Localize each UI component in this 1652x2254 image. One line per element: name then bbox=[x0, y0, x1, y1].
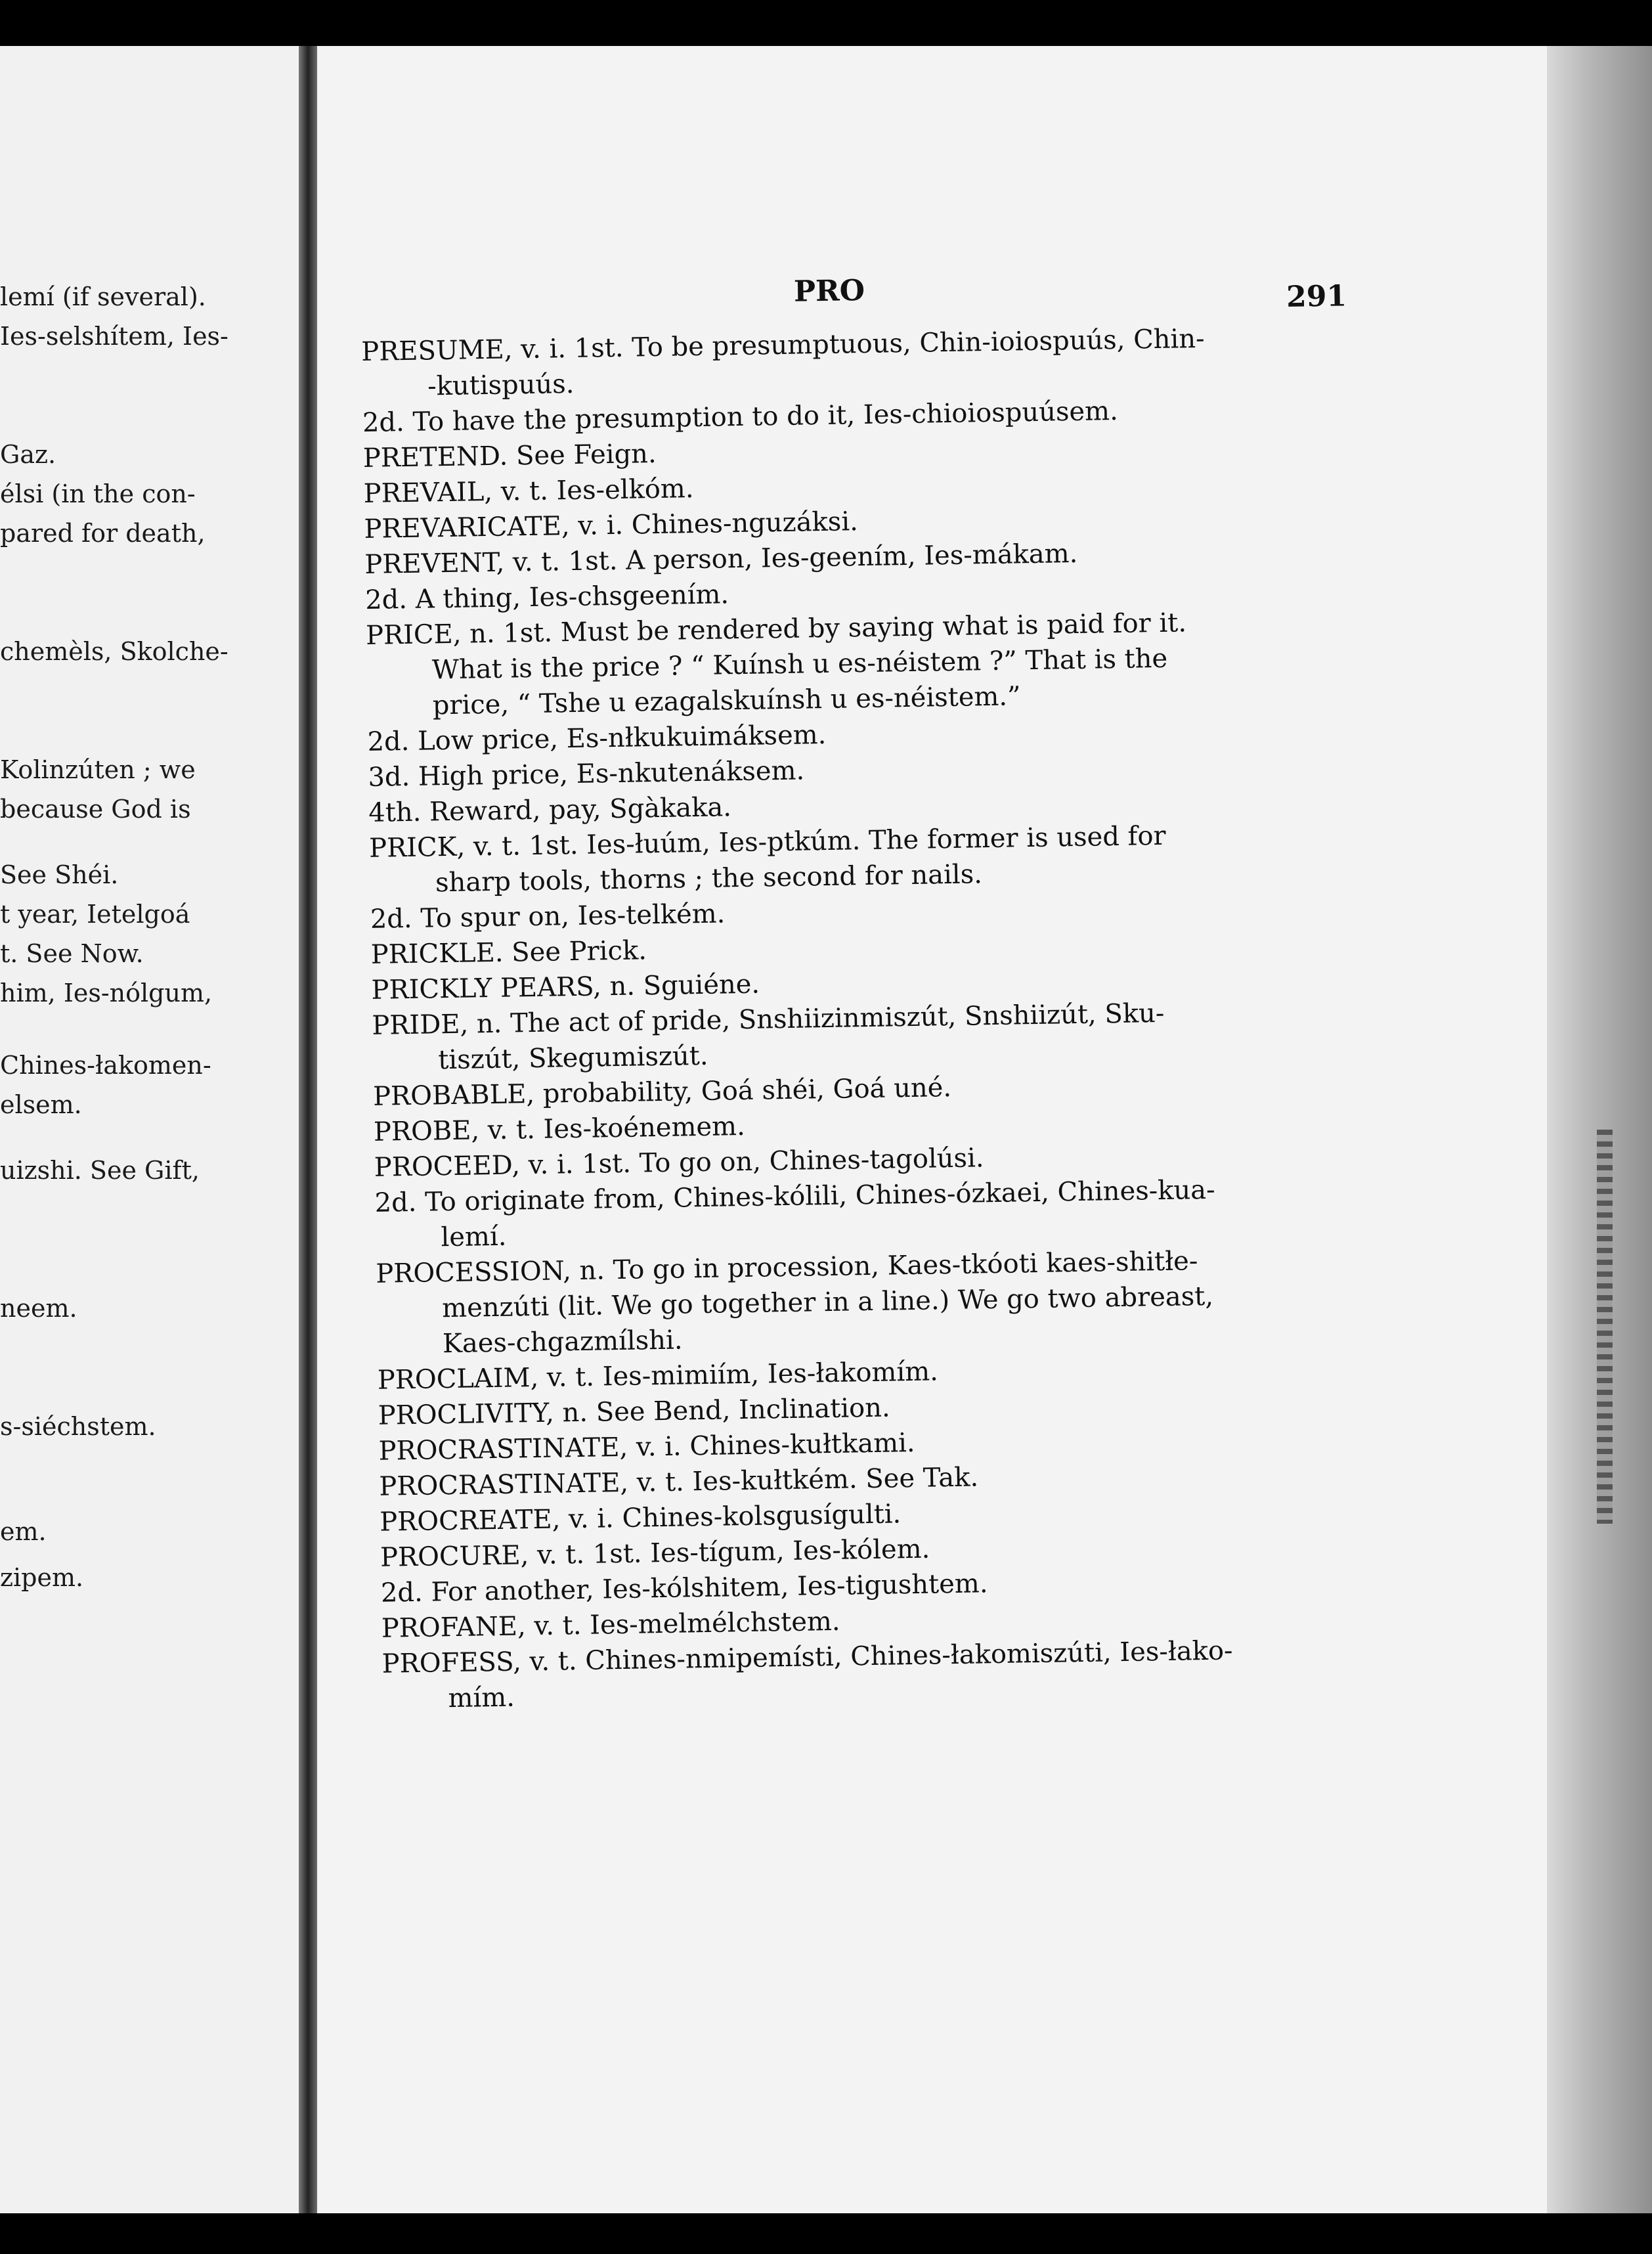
entry-line: PRESUME, v. i. 1st. To be presumptuous, Chin-ioiospuús, Chin- bbox=[360, 323, 1205, 367]
page-edge-texture bbox=[1597, 1130, 1613, 1524]
entry-line: PROCRASTINATE, v. i. Chines-kułtkami. bbox=[378, 1427, 915, 1467]
left-page-text-line: Chines-łakomen- bbox=[0, 1051, 211, 1080]
entry-line: PROCURE, v. t. 1st. Ies-tígum, Ies-kólem. bbox=[380, 1534, 930, 1573]
entry-line: PREVAIL, v. t. Ies-elkóm. bbox=[363, 474, 694, 509]
entry-line: Kaes-chgazmílshi. bbox=[442, 1325, 683, 1359]
left-page-text-line: him, Ies-nólgum, bbox=[0, 979, 213, 1007]
entry-line: PROBE, v. t. Ies-koénemem. bbox=[373, 1111, 746, 1147]
entry-line: PROCLAIM, v. t. Ies-mimiím, Ies-łakomím. bbox=[377, 1356, 939, 1396]
entry-line: mím. bbox=[448, 1682, 515, 1714]
entry-line: PROBABLE, probability, Goá shéi, Goá uné. bbox=[372, 1072, 952, 1112]
left-page-text-line: See Shéi. bbox=[0, 860, 119, 889]
left-page-text-line: chemèls, Skolche- bbox=[0, 637, 228, 666]
entry-line: lemí. bbox=[441, 1221, 507, 1253]
entry-line: PROCEED, v. i. 1st. To go on, Chines-tagolúsi. bbox=[374, 1143, 984, 1183]
entry-line: -kutispuús. bbox=[427, 368, 575, 402]
left-page-text-line: Kolinzúten ; we bbox=[0, 755, 196, 784]
entry-line: tiszút, Skegumiszút. bbox=[437, 1040, 708, 1076]
entry-line: PROCRASTINATE, v. t. Ies-kułtkém. See Tak. bbox=[379, 1462, 979, 1502]
entry-line: 2d. Low price, Es-nłkukuimáksem. bbox=[367, 719, 827, 757]
book-gutter bbox=[299, 46, 317, 2213]
entry-line: PROCLIVITY, n. See Bend, Inclination. bbox=[378, 1392, 890, 1431]
left-page-text-line: lemí (if several). bbox=[0, 282, 206, 311]
left-page-text-line: élsi (in the con- bbox=[0, 479, 196, 508]
right-page bbox=[317, 46, 1652, 2213]
entry-line: price, “ Tshe u ezagalskuínsh u es-néistem.” bbox=[432, 681, 1021, 721]
entry-line: PROFANE, v. t. Ies-melmélchstem. bbox=[381, 1606, 840, 1644]
entry-line: 3d. High price, Es-nkutenáksem. bbox=[368, 755, 805, 793]
entry-line: menzúti (lit. We go together in a line.) We go two abreast, bbox=[441, 1281, 1214, 1324]
left-page-text-line: pared for death, bbox=[0, 519, 206, 548]
entry-line: PRETEND. See Feign. bbox=[362, 438, 657, 474]
entry-line: 2d. To have the presumption to do it, Ies-chioiospuúsem. bbox=[362, 395, 1119, 438]
entry-line: PRICKLE. See Prick. bbox=[370, 935, 647, 970]
dictionary-entry bbox=[376, 1241, 1322, 1363]
left-page-text-line: Ies-selshítem, Ies- bbox=[0, 322, 228, 351]
entry-line: sharp tools, thorns ; the second for nails. bbox=[435, 859, 983, 898]
left-page-text-line: uizshi. See Gift, bbox=[0, 1156, 200, 1185]
page-number: 291 bbox=[1286, 279, 1347, 314]
left-page-text-line: neem. bbox=[0, 1294, 77, 1323]
left-page-text-line: em. bbox=[0, 1517, 47, 1546]
dictionary-entry bbox=[381, 1631, 1328, 1717]
left-page-text-line: t year, Ietelgoá bbox=[0, 900, 190, 929]
entry-line: PROCREATE, v. i. Chines-kolsgusígulti. bbox=[379, 1499, 902, 1537]
entry-line: PREVENT, v. t. 1st. A person, Ies-geením, Ies-mákam. bbox=[364, 538, 1078, 580]
entry-line: PRIDE, n. The act of pride, Snshiizinmiszút, Snshiizút, Sku- bbox=[372, 998, 1165, 1041]
entry-line: What is the price ? “ Kuínsh u es-néistem ?” That is the bbox=[431, 643, 1168, 686]
left-page-text-line: because God is bbox=[0, 795, 191, 824]
entry-line: 2d. To spur on, Ies-telkém. bbox=[370, 898, 726, 935]
left-page-text-line: Gaz. bbox=[0, 440, 56, 469]
entry-line: 2d. A thing, Ies-chsgeením. bbox=[364, 579, 729, 615]
running-head: PRO bbox=[793, 273, 865, 309]
entry-line: PROFESS, v. t. Chines-nmipemísti, Chines-łakomiszúti, Ies-łako- bbox=[381, 1635, 1233, 1679]
entry-line: PRICE, n. 1st. Must be rendered by saying what is paid for it. bbox=[365, 608, 1187, 651]
entry-line: 2d. For another, Ies-kólshitem, Ies-tigushtem. bbox=[380, 1568, 988, 1608]
entry-line: PREVARICATE, v. i. Chines-nguzáksi. bbox=[364, 506, 859, 544]
left-page-text-line: elsem. bbox=[0, 1090, 82, 1119]
entry-line: PROCESSION, n. To go in procession, Kaes-tkóoti kaes-shitłe- bbox=[376, 1246, 1198, 1289]
entry-line: 4th. Reward, pay, Sgàkaka. bbox=[368, 792, 732, 828]
dictionary-entries bbox=[322, 319, 1328, 1717]
entry-line: PRICKLY PEARS, n. Sguiéne. bbox=[371, 969, 760, 1005]
dictionary-entry bbox=[366, 603, 1313, 724]
left-page-text-line: s-siéchstem. bbox=[0, 1412, 156, 1441]
left-page-text-line: t. See Now. bbox=[0, 939, 144, 968]
left-page-fragment bbox=[0, 46, 299, 2213]
left-page-text-line: zipem. bbox=[0, 1563, 84, 1592]
entry-line: 2d. To originate from, Chines-kólili, Chines-ózkaei, Chines-kua- bbox=[374, 1174, 1215, 1218]
entry-line: PRICK, v. t. 1st. Ies-łuúm, Ies-ptkúm. The former is used for bbox=[368, 820, 1166, 864]
